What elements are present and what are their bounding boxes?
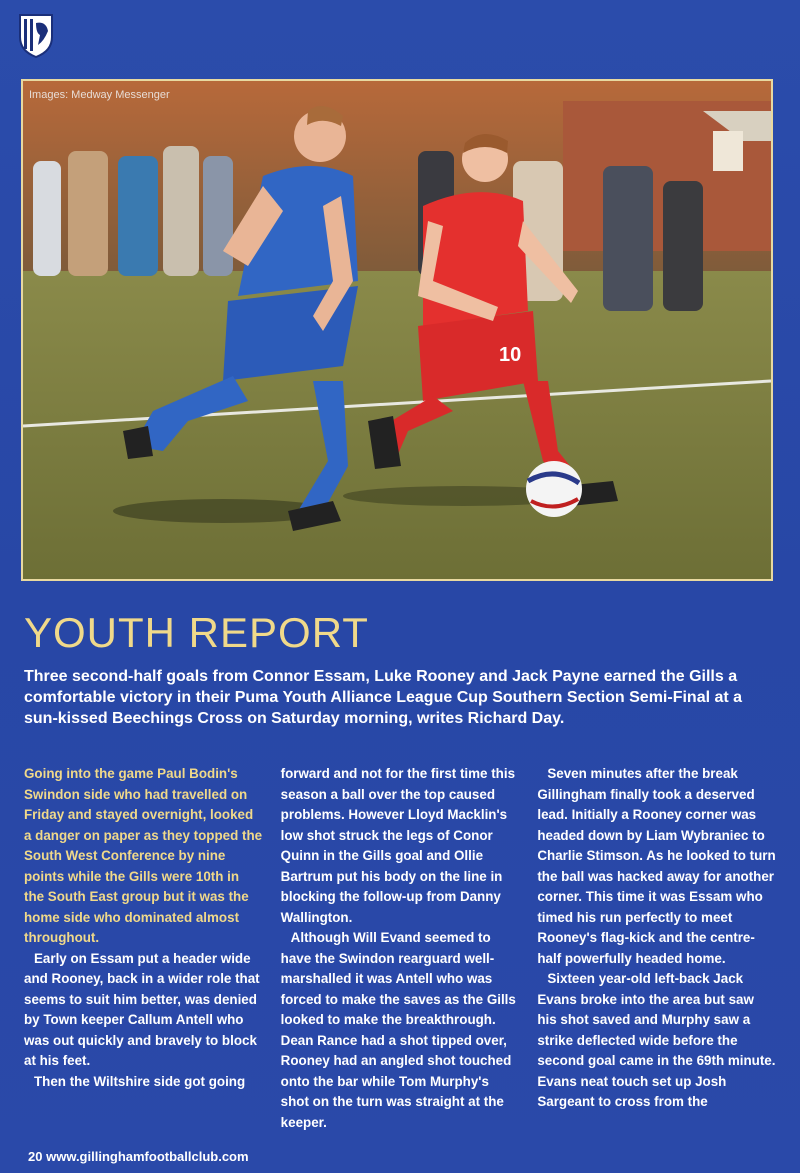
article-column-1 <box>24 764 263 1133</box>
paragraph: Early on Essam put a header wide and Rooney, back in a wider role that seems to suit him better, was denied by Town keeper Callum Antell who was out quickly and bravely to block at his feet. <box>24 950 260 1068</box>
page-title: YOUTH REPORT <box>24 609 369 656</box>
page-number: 20 <box>28 1149 43 1164</box>
paragraph: Then the Wiltshire side got going <box>34 1073 246 1089</box>
club-crest-icon <box>18 11 54 59</box>
football <box>526 461 582 517</box>
article-column-3 <box>537 764 776 1133</box>
match-photo <box>21 79 773 581</box>
article-column-2 <box>281 764 520 1133</box>
paragraph: forward and not for the first time this season a ball over the top caused problems. However Lloyd Macklin's low shot struck the legs of Conor Quinn in the Gills goal and Ollie Bartrum put his body on the line in blocking the follow-up from Danny Wallington. <box>280 766 516 925</box>
article-body <box>24 764 776 1133</box>
paragraph: Sixteen year-old left-back Jack Evans broke into the area but saw his shot saved and Murphy saw a strike deflected wide before the second goal came in the 69th minute. Evans neat touch set up Josh Sargeant to cross from the <box>537 971 776 1109</box>
shirt-number: 10 <box>499 344 522 366</box>
match-photo-illustration <box>23 81 771 579</box>
website-link[interactable]: www.gillinghamfootballclub.com <box>46 1149 249 1164</box>
paragraph: Going into the game Paul Bodin's Swindon side who had travelled on Friday and stayed overnight, looked a danger on paper as they topped the South West Conference by nine points while the Gills were 10th in the South East group but it was the home side who dominated almost throughout. <box>24 766 263 945</box>
article-intro: Three second-half goals from Connor Essam, Luke Rooney and Jack Payne earned the Gills a comfortable victory in their Puma Youth Alliance League Cup Southern Section Semi-Final at a sun-kissed Beechings Cross on Saturday morning, writes Richard Day. <box>24 668 743 727</box>
paragraph: Seven minutes after the break Gillingham finally took a deserved lead. Initially a Rooney corner was headed down by Liam Wybraniec to Charlie Stimson. As he looked to turn the ball was hacked away for another corner. This time it was Essam who timed his run perfectly to meet Rooney's flag-kick and the centre-half powerfully headed home. <box>537 766 776 966</box>
paragraph: Although Will Evand seemed to have the Swindon rearguard well-marshalled it was Antell who was forced to make the saves as the Gills looked to make the breakthrough. Dean Rance had a shot tipped over, Rooney had an angled shot touched onto the bar while Tom Murphy's shot on the turn was straight at the keeper. <box>280 930 516 1130</box>
page-footer <box>28 1149 249 1164</box>
photo-credit: Images: Medway Messenger <box>29 89 170 101</box>
